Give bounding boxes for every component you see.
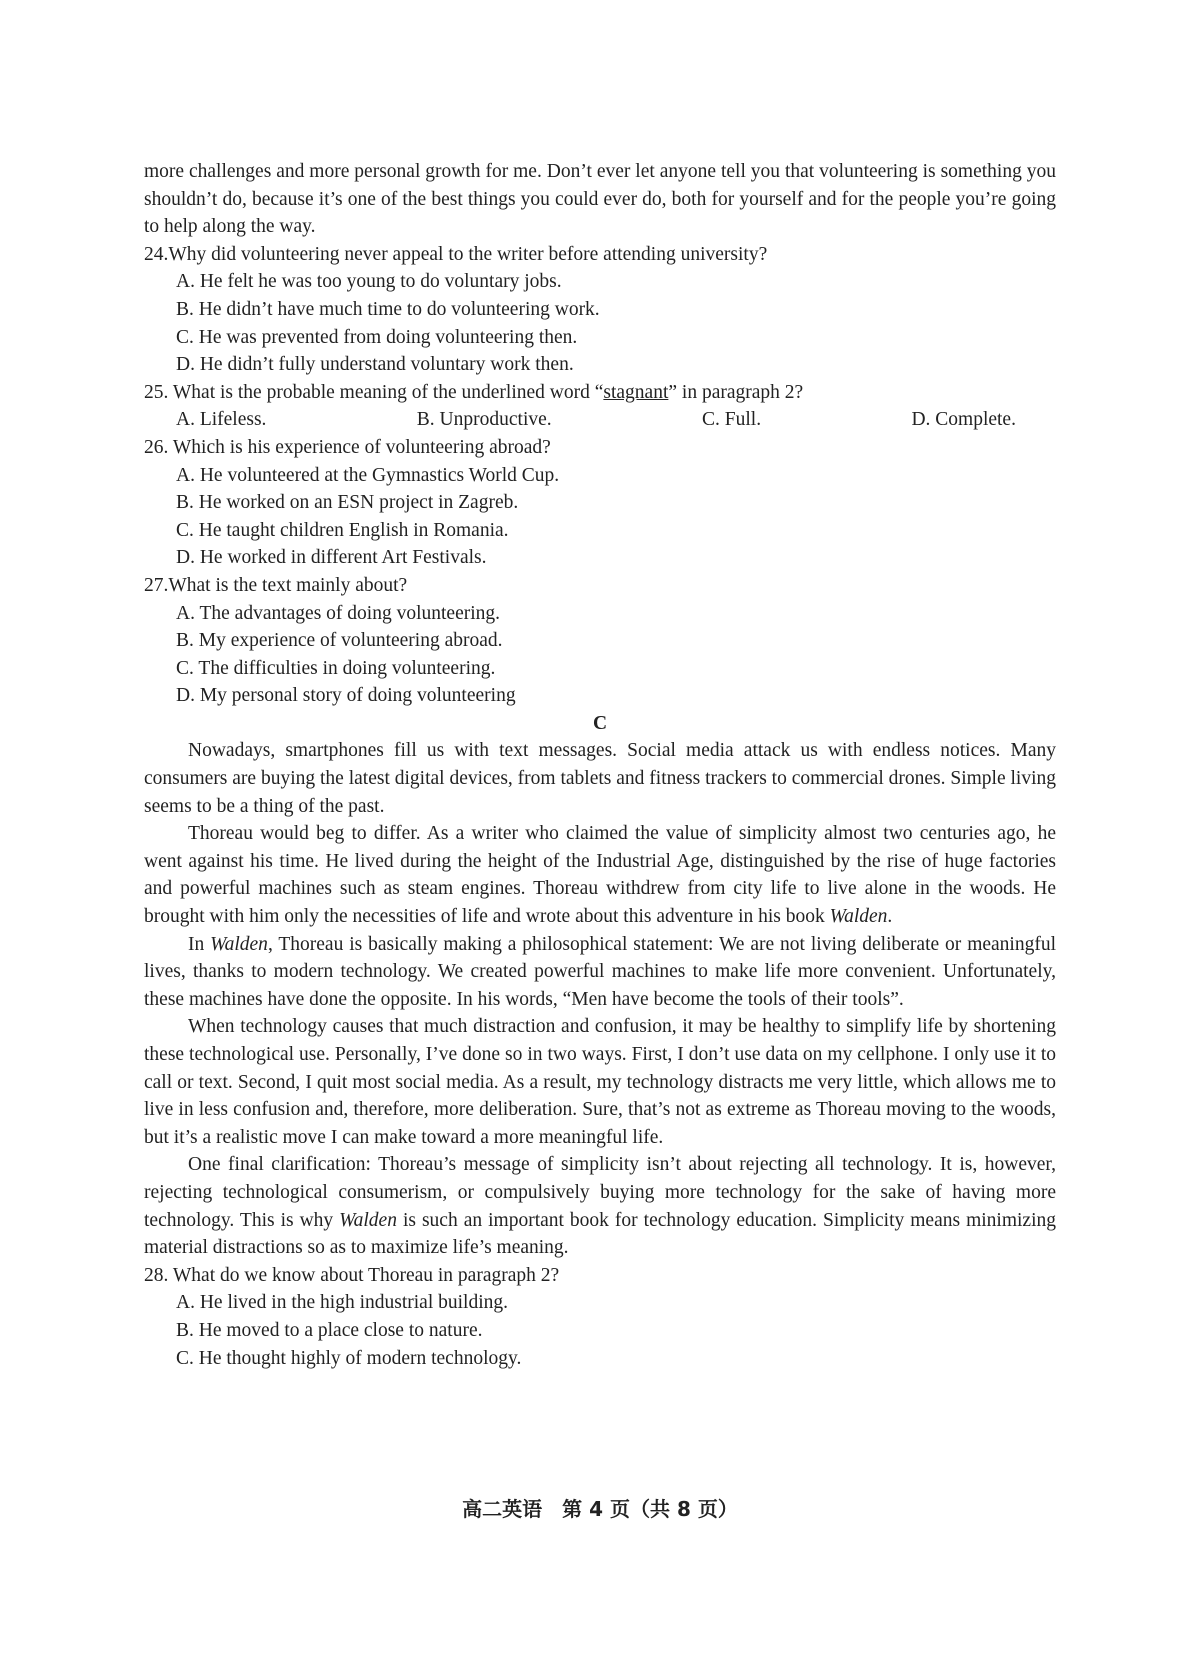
question-25-stem-start: 25. What is the probable meaning of the underlined word “: [144, 381, 604, 403]
question-24-option-a: A. He felt he was too young to do voluntary jobs.: [176, 271, 562, 293]
question-27-option-a: A. The advantages of doing volunteering.: [176, 602, 501, 624]
question-26-option-a: A. He volunteered at the Gymnastics World Cup.: [176, 464, 560, 486]
question-28-option-b: B. He moved to a place close to nature.: [176, 1319, 483, 1341]
question-25-option-c: C. Full.: [702, 409, 762, 431]
question-26-stem: 26. Which is his experience of volunteering abroad?: [144, 436, 551, 458]
book-title: Walden: [210, 933, 268, 955]
section-c-heading: C: [592, 712, 608, 734]
question-28-option-c: C. He thought highly of modern technology.: [176, 1347, 522, 1369]
passage-b-ending: more challenges and more personal growth for me. Don’t ever let anyone tell you that volunteering is something you shouldn’t do, because it’s one of the best things you could ever do, both for yourself and for the people you’re going to help along the way.: [144, 161, 1056, 238]
question-27-option-b: B. My experience of volunteering abroad.: [176, 630, 503, 652]
section-c-paragraph-2: [144, 820, 1056, 930]
question-27-option-c: C. The difficulties in doing volunteering.: [176, 657, 496, 679]
question-25-option-a: A. Lifeless.: [176, 409, 267, 431]
book-title: Walden: [339, 1209, 397, 1231]
section-c-paragraph-3: [144, 931, 1056, 1014]
section-c-paragraph-1: Nowadays, smartphones fill us with text messages. Social media attack us with endless notices. Many consumers are buying the latest digital devices, from tablets and fitness trackers to commercial drones. Simple living seems to be a thing of the past.: [144, 740, 1056, 817]
question-26-options: [144, 462, 1056, 572]
question-27-stem: 27.What is the text mainly about?: [144, 574, 408, 596]
question-24-option-d: D. He didn’t fully understand voluntary work then.: [176, 354, 574, 376]
question-25-options: [144, 406, 1056, 434]
question-25-stem-end: ” in paragraph 2?: [668, 381, 804, 403]
question-24-stem: 24.Why did volunteering never appeal to the writer before attending university?: [144, 243, 768, 265]
question-25-option-d: D. Complete.: [911, 409, 1016, 431]
page-footer: 高二英语 第 4 页（共 8 页）: [462, 1497, 738, 1521]
page-content: [144, 158, 1056, 1372]
paragraph-5-end: is such an important book for technology education. Simplicity means minimizing material distractions so as to maximize life’s meaning.: [144, 1209, 1056, 1259]
question-25-option-b: B. Unproductive.: [416, 409, 552, 431]
paragraph-5-text: One final clarification: Thoreau’s message of simplicity isn’t about rejecting all technology. It is, however, rejecting technological consumerism, or compulsively buying more technology for the sake of having more technology. This is why: [144, 1154, 1056, 1231]
question-26-option-b: B. He worked on an ESN project in Zagreb.: [176, 492, 519, 514]
question-24-option-c: C. He was prevented from doing volunteering then.: [176, 326, 578, 348]
paragraph-3-text: , Thoreau is basically making a philosophical statement: We are not living deliberate or meaningful lives, thanks to modern technology. We created powerful machines to make life more convenient. Unfortunately, these machines have done the opposite. In his words, “Men have become the tools of their tools”.: [144, 933, 1056, 1010]
question-25-stem: [144, 379, 1056, 407]
paragraph-2-end: .: [887, 906, 893, 928]
question-27-option-d: D. My personal story of doing volunteering: [176, 685, 516, 707]
book-title: Walden: [829, 906, 888, 928]
section-c-paragraph-4: When technology causes that much distraction and confusion, it may be healthy to simplify life by shortening these technological use. Personally, I’ve done so in two ways. First, I don’t use data on my cellphone. I only use it to call or text. Second, I quit most social media. As a result, my technology distracts me very little, which allows me to live in less confusion and, therefore, more deliberation. Sure, that’s not as extreme as Thoreau moving to the woods, but it’s a realistic move I can make toward a more meaningful life.: [144, 1016, 1056, 1148]
question-27-options: [144, 600, 1056, 710]
question-26-option-c: C. He taught children English in Romania.: [176, 519, 509, 541]
paragraph-3-start: In: [188, 933, 211, 955]
question-24-options: [144, 268, 1056, 378]
paragraph-2-text: Thoreau would beg to differ. As a writer who claimed the value of simplicity almost two centuries ago, he went against his time. He lived during the height of the Industrial Age, distinguished by the rise of huge factories and powerful machines such as steam engines. Thoreau withdrew from city life to live alone in the woods. He brought with him only the necessities of life and wrote about this adventure in his book: [144, 823, 1056, 928]
question-28-options: [144, 1289, 1056, 1372]
question-24-option-b: B. He didn’t have much time to do volunteering work.: [176, 298, 600, 320]
question-26-option-d: D. He worked in different Art Festivals.: [176, 547, 487, 569]
question-28-option-a: A. He lived in the high industrial building.: [176, 1292, 509, 1314]
section-c-paragraph-5: [144, 1151, 1056, 1261]
underlined-word: stagnant: [603, 381, 669, 403]
question-28-stem: 28. What do we know about Thoreau in paragraph 2?: [144, 1264, 560, 1286]
